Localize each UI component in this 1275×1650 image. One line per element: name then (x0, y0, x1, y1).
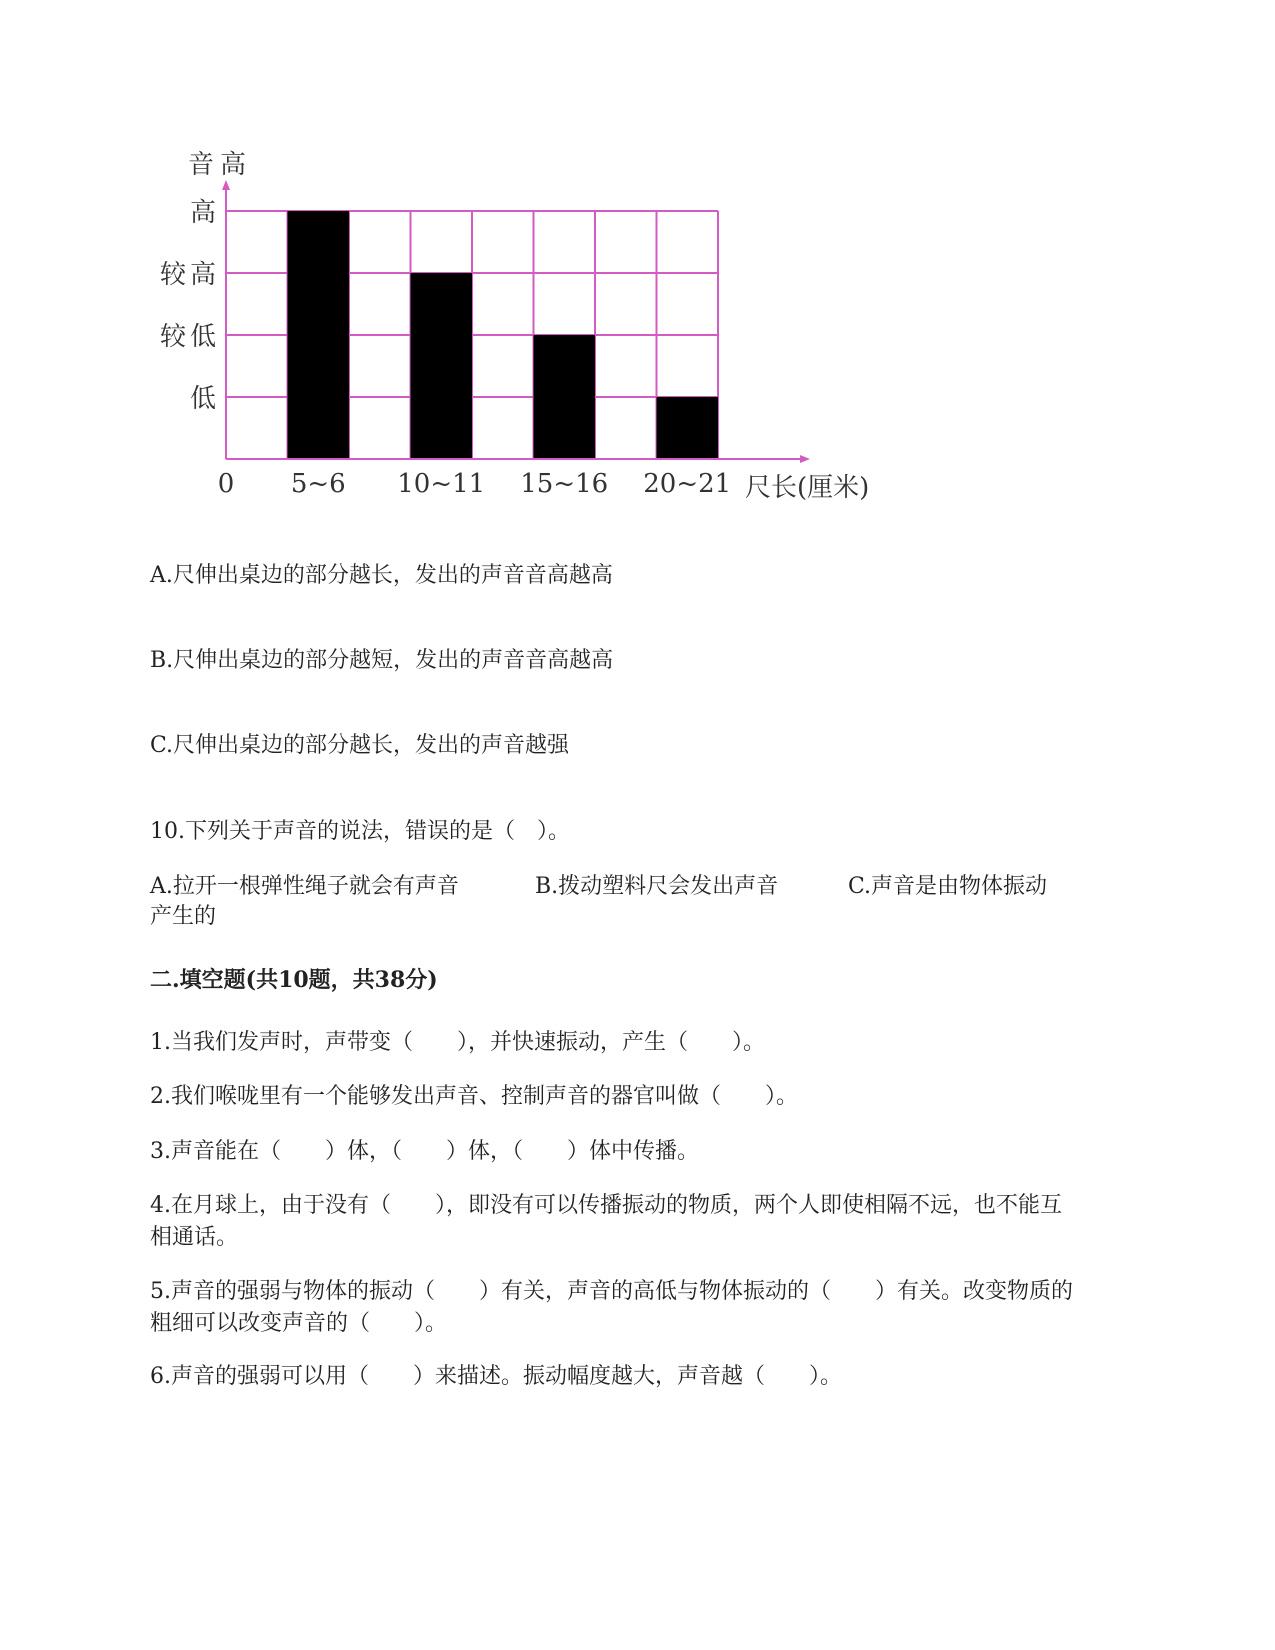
q10-option-b: B.拨动塑料尺会发出声音 (535, 874, 779, 899)
x-axis-title: 尺长(厘米) (745, 473, 870, 503)
bar-5~6 (288, 211, 350, 459)
y-tick-label: 高 (189, 198, 220, 228)
question-10-options (150, 871, 1130, 903)
fill-question-2: 2.我们喉咙里有一个能够发出声音、控制声音的器官叫做（ ）。 (150, 1084, 798, 1109)
x-tick-label: 15~16 (520, 469, 609, 499)
option-a: A.尺伸出桌边的部分越长，发出的声音音高越高 (150, 563, 613, 588)
bar-10~11 (411, 273, 473, 459)
q10-option-a: A.拉开一根弹性绳子就会有声音 (150, 874, 459, 899)
fill-question-3: 3.声音能在（ ）体，（ ）体，（ ）体中传播。 (150, 1139, 699, 1164)
fill-question-1: 1.当我们发声时，声带变（ ），并快速振动，产生（ ）。 (150, 1030, 765, 1055)
y-tick-label: 低 (189, 384, 220, 414)
y-axis-title: 音高 (188, 150, 253, 180)
x-tick-label: 5~6 (290, 469, 346, 499)
q10-option-c: C.声音是由物体振动 (848, 874, 1048, 899)
fill-question-4: 4.在月球上，由于没有（ ），即没有可以传播振动的物质，两个人即使相隔不远，也不能互相通话。 (150, 1193, 1062, 1250)
q10-option-c-continued: 产生的 (150, 904, 217, 929)
fill-question-6: 6.声音的强弱可以用（ ）来描述。振动幅度越大，声音越（ ）。 (150, 1364, 842, 1389)
x-axis-arrow (800, 455, 810, 463)
bar-20~21 (657, 397, 719, 459)
bar-15~16 (534, 335, 596, 459)
fill-question-5: 5.声音的强弱与物体的振动（ ）有关，声音的高低与物体振动的（ ）有关。改变物质的粗细可以改变声音的（ ）。 (150, 1279, 1073, 1336)
y-axis-arrow (222, 180, 230, 190)
x-tick-label: 10~11 (397, 469, 486, 499)
y-tick-label: 较高 (159, 260, 220, 290)
pitch-bar-chart (140, 140, 940, 540)
y-tick-label: 较低 (159, 322, 220, 352)
question-10-stem: 10.下列关于声音的说法，错误的是（ ）。 (150, 819, 570, 844)
option-b: B.尺伸出桌边的部分越短，发出的声音音高越高 (150, 648, 614, 673)
x-tick-label: 20~21 (643, 469, 732, 499)
option-c: C.尺伸出桌边的部分越长，发出的声音越强 (150, 733, 570, 758)
section-2-heading: 二.填空题(共10题，共38分) (150, 967, 438, 993)
x-origin-label: 0 (217, 469, 235, 499)
chart-labels (160, 150, 869, 503)
